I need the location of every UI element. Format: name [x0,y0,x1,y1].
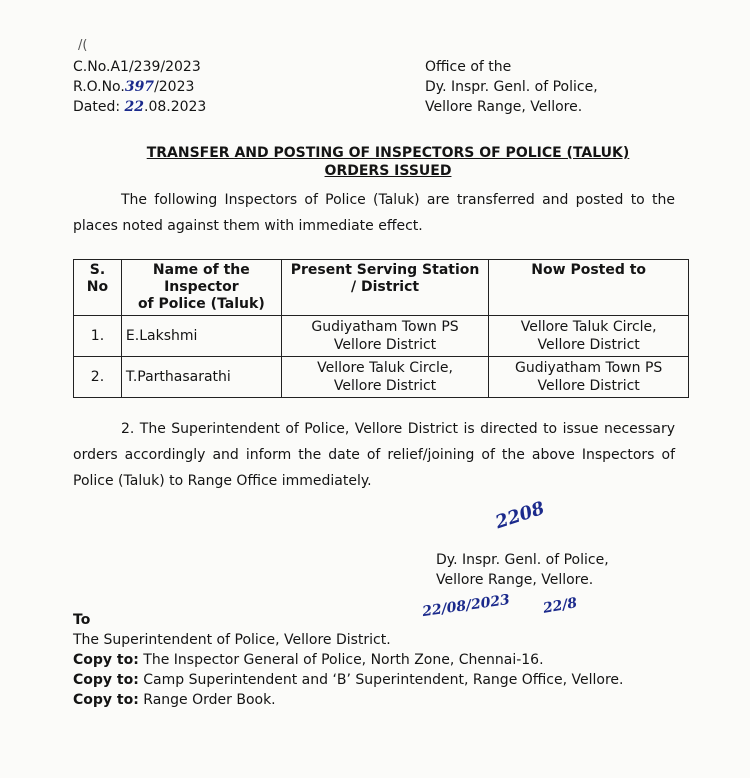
direction-paragraph: 2. The Superintendent of Police, Vellore District is directed to issue necessary orders accordingly and inform the date of relief/joining of the above Inspectors of Police (Taluk) to Range Office immediately. [73,421,675,489]
signatory-office: Vellore Range, Vellore. [436,572,594,588]
row-posted-to: Gudiyatham Town PS Vellore District [489,357,689,398]
signatory-designation: Dy. Inspr. Genl. of Police, [436,552,609,568]
reference-block [73,57,206,117]
handwritten-mark: /( [78,38,88,53]
table-row [74,357,689,398]
office-line: Vellore Range, Vellore. [425,99,583,115]
distribution-block [73,610,623,710]
row-present-station: Gudiyatham Town PS Vellore District [281,316,489,357]
signature-initials: 2208 [492,497,548,534]
to-label: To [73,612,91,628]
table-row [74,316,689,357]
header-sno: S. No [74,260,122,316]
copy-line: Copy to: The Inspector General of Police, North Zone, Chennai-16. [73,652,544,668]
copy-line: Copy to: Range Order Book. [73,692,276,708]
row-posted-to: Vellore Taluk Circle, Vellore District [489,316,689,357]
copy-line: Copy to: Camp Superintendent and ‘B’ Superintendent, Range Office, Vellore. [73,672,624,688]
ro-number: R.O.No.397/2023 [73,79,195,95]
row-name: T.Parthasarathi [121,357,281,398]
handwritten-date: 22/08/2023 [421,591,511,621]
signatory-block [436,550,609,590]
transfer-table [73,259,689,398]
handwritten-initials: 22/8 [541,595,579,617]
office-line: Office of the [425,59,512,75]
office-block [425,57,598,117]
dated: Dated: 22.08.2023 [73,99,207,115]
row-present-station: Vellore Taluk Circle, Vellore District [281,357,489,398]
order-subtitle: ORDERS ISSUED [324,163,452,179]
office-line: Dy. Inspr. Genl. of Police, [425,79,598,95]
row-name: E.Lakshmi [121,316,281,357]
header-posted-to: Now Posted to [489,260,689,316]
header-name: Name of the Inspector of Police (Taluk) [121,260,281,316]
intro-paragraph: The following Inspectors of Police (Taluk) are transferred and posted to the places noted against them with immediate effect. [73,192,675,234]
row-sno: 1. [74,316,122,357]
to-recipient: The Superintendent of Police, Vellore District. [73,632,391,648]
order-title: TRANSFER AND POSTING OF INSPECTORS OF POLICE (TALUK) [146,145,630,161]
case-number: C.No.A1/239/2023 [73,59,201,75]
table-header-row [74,260,689,316]
header-present-station: Present Serving Station / District [281,260,489,316]
row-sno: 2. [74,357,122,398]
